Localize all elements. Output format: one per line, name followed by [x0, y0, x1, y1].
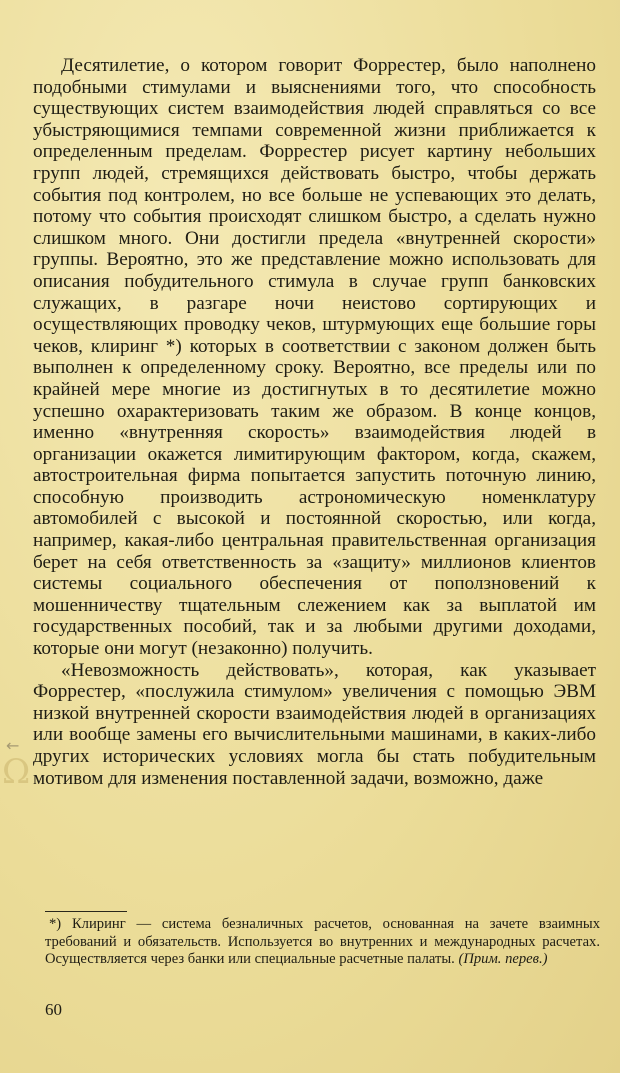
page-body [33, 55, 596, 789]
margin-arrow-mark: ← [6, 736, 20, 755]
page-number: 60 [45, 1000, 62, 1019]
footnote [45, 916, 600, 969]
footnote-text: *) Клиринг — система безналичных расчетов, основанная на зачете взаимных требований и обязательств. Используется во внутренних и международных расчетах. Осуществляется через банки или специальные расчетные палаты. [45, 916, 600, 967]
margin-stain: Ω [2, 752, 31, 792]
paragraph-2: «Невозможность действовать», которая, как указывает Форрестер, «послужила стимулом» увеличения с помощью ЭВМ низкой внутренней скорости взаимодействия людей в организациях или вообще замены его вычислительными машинами, в каких-либо других исторических условиях могла бы стать побудительным мотивом для изменения поставленной задачи, возможно, даже [33, 659, 596, 789]
footnote-divider [45, 911, 127, 912]
footnote-translator-note: (Прим. перев.) [458, 951, 548, 967]
paragraph-1: Десятилетие, о котором говорит Форрестер, было наполнено подобными стимулами и выяснениями того, что способность существующих систем взаимодействия людей справляться со все убыстряющимися темпами современной жизни приближается к определенным пределам. Форрестер рисует картину небольших групп людей, стремящихся действовать быстро, чтобы держать события под контролем, но все больше не успевающих это делать, потому что события происходят слишком быстро, а сделать нужно слишком много. Они достигли предела «внутренней скорости» группы. Вероятно, это же представление можно использовать для описания побудительного стимула в случае групп банковских служащих, в разгаре ночи неистово сортирующих и осуществляющих проводку чеков, штурмующих еще большие горы чеков, клиринг *) которых в соответствии с законом должен быть выполнен к определенному сроку. Вероятно, все пределы или по крайней мере многие из достигнутых в то десятилетие можно успешно охарактеризовать таким же образом. В конце концов, именно «внутренняя скорость» взаимодействия людей в организации окажется лимитирующим фактором, когда, скажем, автостроительная фирма попытается запустить поточную линию, способную производить астрономическую номенклатуру автомобилей с высокой и постоянной скоростью, или когда, например, какая-либо центральная правительственная организация берет на себя ответственность за «защиту» миллионов клиентов системы социального обеспечения от поползновений к мошенничеству тщательным слежением как за выплатой им государственных пособий, так и за любыми другими доходами, которые они могут (незаконно) получить. [33, 55, 596, 660]
main-text [33, 55, 596, 789]
